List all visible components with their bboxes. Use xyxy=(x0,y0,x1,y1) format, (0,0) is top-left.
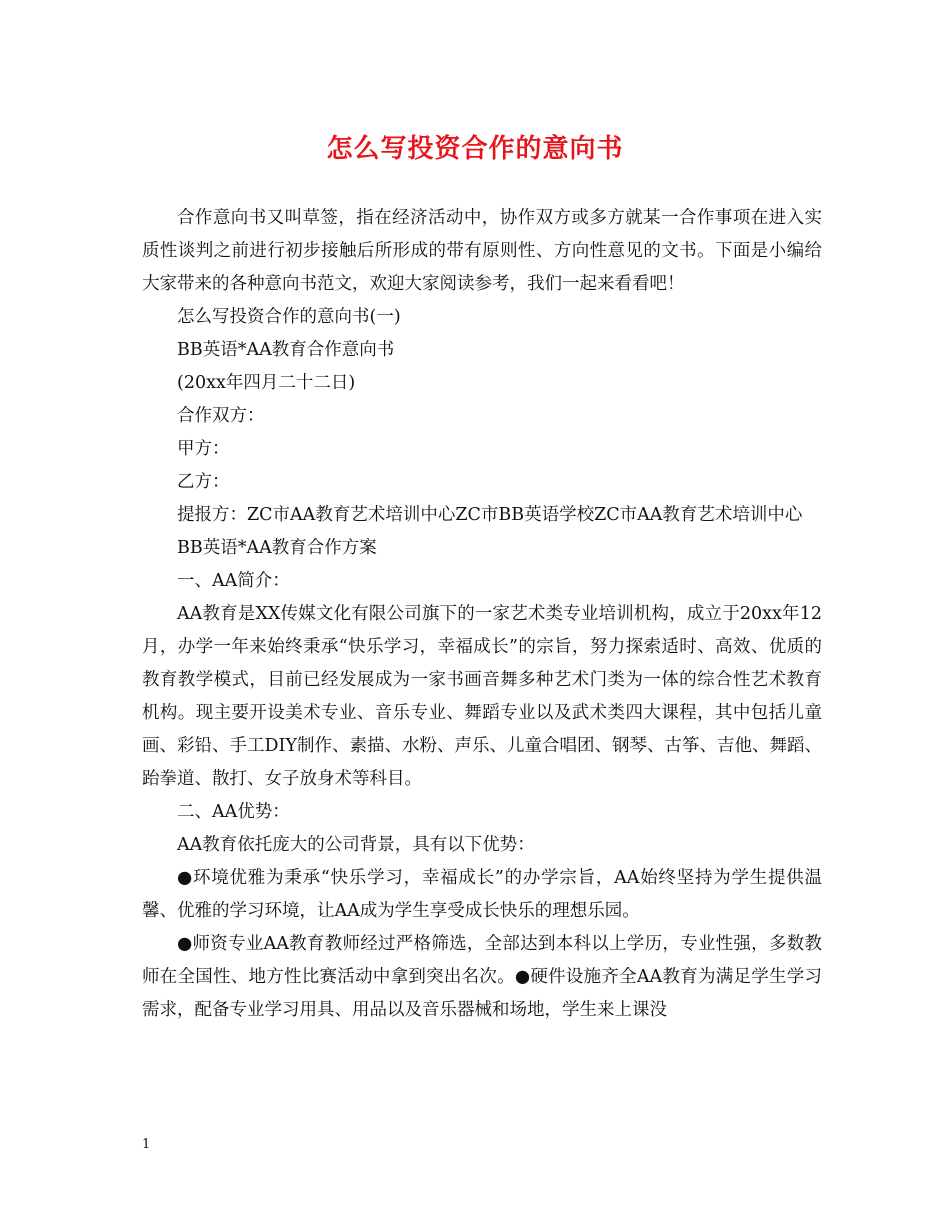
paragraph-party-b: 乙方： xyxy=(177,472,230,492)
paragraph-teachers-facilities: ●师资专业AA教育教师经过严格筛选，全部达到本科以上学历，专业性强，多数教师在全国性、地方性比赛活动中拿到突出名次。●硬件设施齐全AA教育为满足学生学习需求，配备专业学习用具、用品以及音乐器械和场地，学生来上课没 xyxy=(142,934,822,1020)
document-body xyxy=(142,202,822,1027)
paragraph-parties: 合作双方： xyxy=(177,406,265,426)
paragraph-intro: 合作意向书又叫草签，指在经济活动中，协作双方或多方就某一合作事项在进入实质性谈判之前进行初步接触后所形成的带有原则性、方向性意见的文书。下面是小编给大家带来的各种意向书范文，欢迎大家阅读参考，我们一起来看看吧！ xyxy=(142,208,822,294)
paragraph-advantages-lead: AA教育依托庞大的公司背景，具有以下优势： xyxy=(177,835,535,855)
paragraph-heading-advantages: 二、AA优势： xyxy=(177,802,290,822)
paragraph-heading-intro: 一、AA简介： xyxy=(177,571,290,591)
document-title: 怎么写投资合作的意向书 xyxy=(326,134,624,164)
paragraph-submitter: 提报方：ZC市AA教育艺术培训中心ZC市BB英语学校ZC市AA教育艺术培训中心 xyxy=(177,505,803,525)
paragraph-environment: ●环境优雅为秉承“快乐学习，幸福成长”的办学宗旨，AA始终坚持为学生提供温馨、优雅的学习环境，让AA成为学生享受成长快乐的理想乐园。 xyxy=(142,868,822,921)
paragraph-date: (20xx年四月二十二日) xyxy=(177,373,356,393)
paragraph-plan-title: BB英语*AA教育合作方案 xyxy=(177,538,377,558)
paragraph-aa-description: AA教育是XX传媒文化有限公司旗下的一家艺术类专业培训机构，成立于20xx年12月，办学一年来始终秉承“快乐学习，幸福成长”的宗旨，努力探索适时、高效、优质的教育教学模式，目前已经发展成为一家书画音舞多种艺术门类为一体的综合性艺术教育机构。现主要开设美术专业、音乐专业、舞蹈专业以及武术类四大课程，其中包括儿童画、彩铅、手工DIY制作、素描、水粉、声乐、儿童合唱团、钢琴、古筝、吉他、舞蹈、跆拳道、散打、女子放身术等科目。 xyxy=(142,604,822,789)
paragraph-section-heading: 怎么写投资合作的意向书(一) xyxy=(177,307,401,327)
paragraph-agreement-title: BB英语*AA教育合作意向书 xyxy=(177,340,395,360)
page-number: 1 xyxy=(142,1137,151,1152)
paragraph-party-a: 甲方： xyxy=(177,439,230,459)
